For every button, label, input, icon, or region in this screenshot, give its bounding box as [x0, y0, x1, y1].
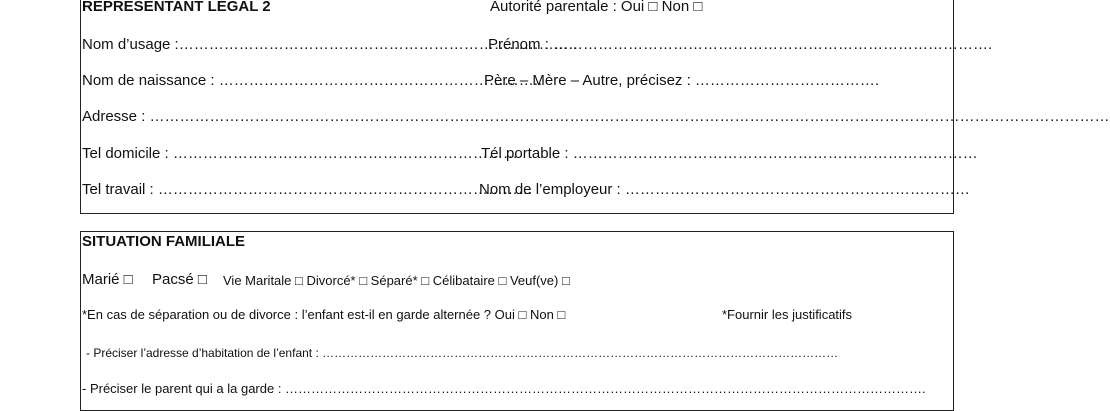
nom-usage-field[interactable]: Nom d’usage :…………………………………………………………………….. [82, 36, 578, 53]
section-title-legal2: REPRESENTANT LEGAL 2 [82, 0, 271, 15]
prenom-field[interactable]: Prénom : ……………………………………………………………………………. [488, 36, 993, 53]
adresse-field[interactable]: Adresse : ………………………………………………………………………………………………………………………………………………………………………… [82, 108, 1110, 125]
parent-relation-field[interactable]: Père – Mère – Autre, précisez : ………………………………. [484, 72, 880, 89]
parent-garde-field[interactable]: - Préciser le parent qui a la garde : …………………………………………………………………………………………………………………………………. [82, 381, 926, 396]
justificatifs-note: *Fournir les justificatifs [722, 307, 853, 322]
adresse-enfant-field[interactable]: - Préciser l’adresse d’habitation de l’enfant : ………………………………………………………………………………………………………………… [86, 346, 839, 360]
pacse-checkbox[interactable]: Pacsé □ [152, 271, 207, 288]
garde-alternee-question[interactable]: *En cas de séparation ou de divorce : l’enfant est-il en garde alternée ? Oui □ Non □ [82, 307, 566, 322]
section-title-situation: SITUATION FAMILIALE [82, 233, 246, 250]
nom-naissance-field[interactable]: Nom de naissance : ……………………………………………………….. [82, 72, 543, 89]
tel-travail-field[interactable]: Tel travail : ………………………………………………………………… [82, 181, 533, 198]
situation-options[interactable]: Vie Maritale □ Divorcé* □ Séparé* □ Célibataire □ Veuf(ve) □ [223, 273, 570, 288]
marie-checkbox[interactable]: Marié □ [82, 271, 133, 288]
tel-portable-field[interactable]: Tél portable : ……………………………………………………………………… [481, 145, 978, 162]
autorite-parentale-field[interactable]: Autorité parentale : Oui □ Non □ [490, 0, 703, 15]
tel-domicile-field[interactable]: Tel domicile : …………………………………………………………… [82, 145, 518, 162]
employeur-field[interactable]: Nom de l’employeur : …………………………………………………………… [479, 181, 970, 198]
